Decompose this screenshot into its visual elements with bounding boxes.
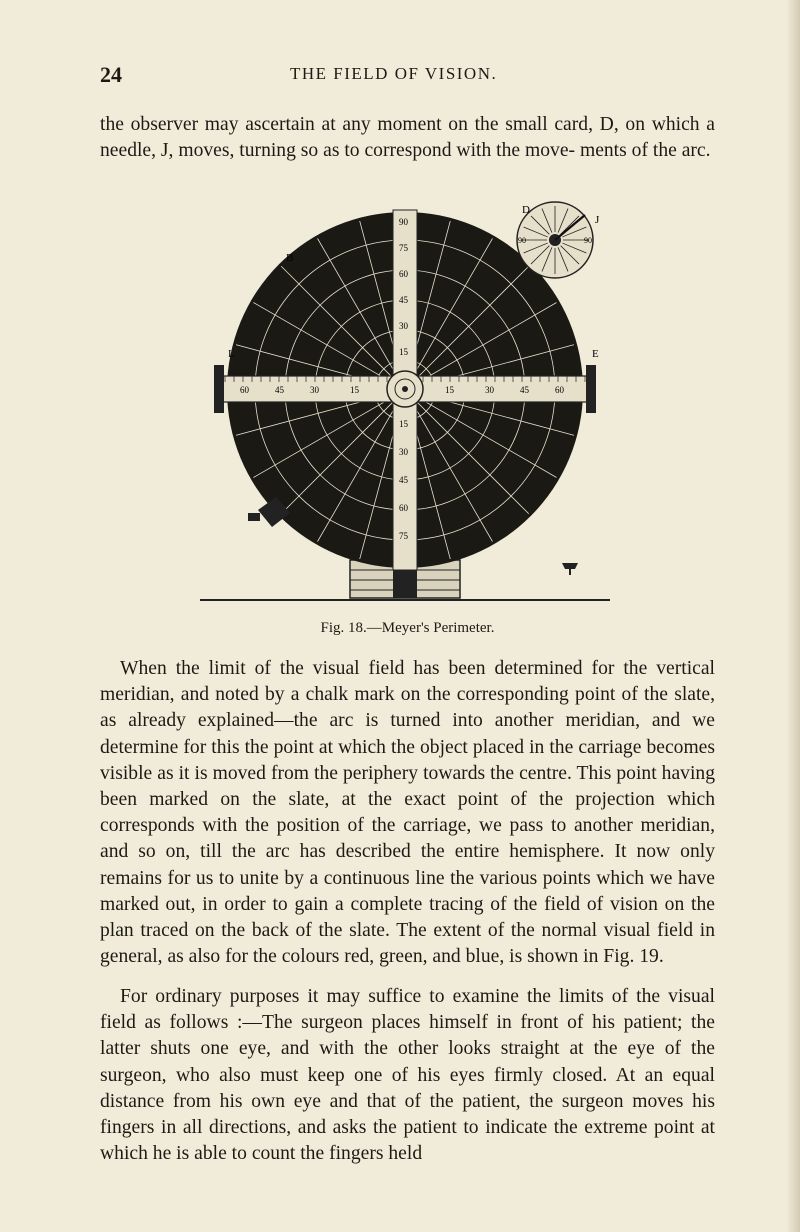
horizontal-scale-label: 15 [350, 385, 359, 395]
vertical-scale-label: 30 [399, 447, 408, 457]
card-scale-label: 90 [518, 236, 526, 245]
paragraph-1: When the limit of the visual field has been determined for the vertical meridian, and noted by a chalk mark on the corresponding point of the slate, as already explained—the arc is turned into another meridian, and we determine for this the point at which the object placed in the carriage becomes visible as it is moved from the periphery towards the centre. This point having been marked on the slate, at the exact point of the projection which corresponds with the position of the carriage, we pass to another meridian, and so on, till the arc has described the entire hemisphere. It now only remains for us to unite by a continuous line the various points which we have marked out, in order to gain a complete tracing of the field of vision on the plan traced on the back of the slate. The extent of the normal visual field in general, as also for the colours red, green, and blue, is shown in Fig. 19. [100, 658, 715, 968]
horizontal-scale-label: 60 [240, 385, 249, 395]
label-e: E [592, 348, 599, 360]
paragraph-2: For ordinary purposes it may suffice to examine the limits of the visual field as follows :—The surgeon places himself in front of his patient; the latter shuts one eye, and with the other looks straight at the eye of the surgeon, who also must keep one of his eyes firmly closed. At an equal distance from his own eye and that of the patient, the surgeon moves his fingers in all directions, and asks the patient to indicate the extreme point at which he is able to count the fingers held [100, 986, 715, 1165]
vertical-scale-label: 15 [399, 347, 408, 357]
running-head [100, 62, 720, 86]
label-l: L [228, 348, 235, 360]
horizontal-scale-label: 45 [275, 385, 284, 395]
vertical-scale-label: 90 [399, 217, 408, 227]
clamp-screw [562, 563, 578, 575]
vertical-scale-label: 60 [399, 269, 408, 279]
vertical-scale-label: 75 [399, 243, 408, 253]
horizontal-scale-label: 30 [485, 385, 494, 395]
horizontal-scale-label: 15 [445, 385, 454, 395]
vertical-scale-label: 15 [399, 419, 408, 429]
page-edge-shadow [786, 0, 800, 1232]
vertical-scale-label: 75 [399, 531, 408, 541]
label-d: D [522, 204, 530, 216]
vertical-scale-label: 45 [399, 295, 408, 305]
paragraph-top: the observer may ascertain at any moment on the small card, D, on which a needle, J, moves, turning so as to correspond with the move- ments of the arc. [100, 114, 715, 162]
vertical-scale-label: 30 [399, 321, 408, 331]
horizontal-scale-label: 45 [520, 385, 529, 395]
fixation-point [387, 371, 423, 407]
label-j: J [595, 214, 600, 226]
page-number: 24 [100, 62, 122, 87]
card-scale-label: 90 [584, 236, 592, 245]
figure-caption: Fig. 18.—Meyer's Perimeter. [320, 620, 495, 636]
vertical-scale-label: 45 [399, 475, 408, 485]
horizontal-scale-label: 30 [310, 385, 319, 395]
vertical-scale-label: 60 [399, 503, 408, 513]
perimeter-figure [200, 195, 610, 605]
label-b: B [286, 252, 294, 264]
running-title: THE FIELD OF VISION. [290, 64, 498, 83]
horizontal-scale-label: 60 [555, 385, 564, 395]
